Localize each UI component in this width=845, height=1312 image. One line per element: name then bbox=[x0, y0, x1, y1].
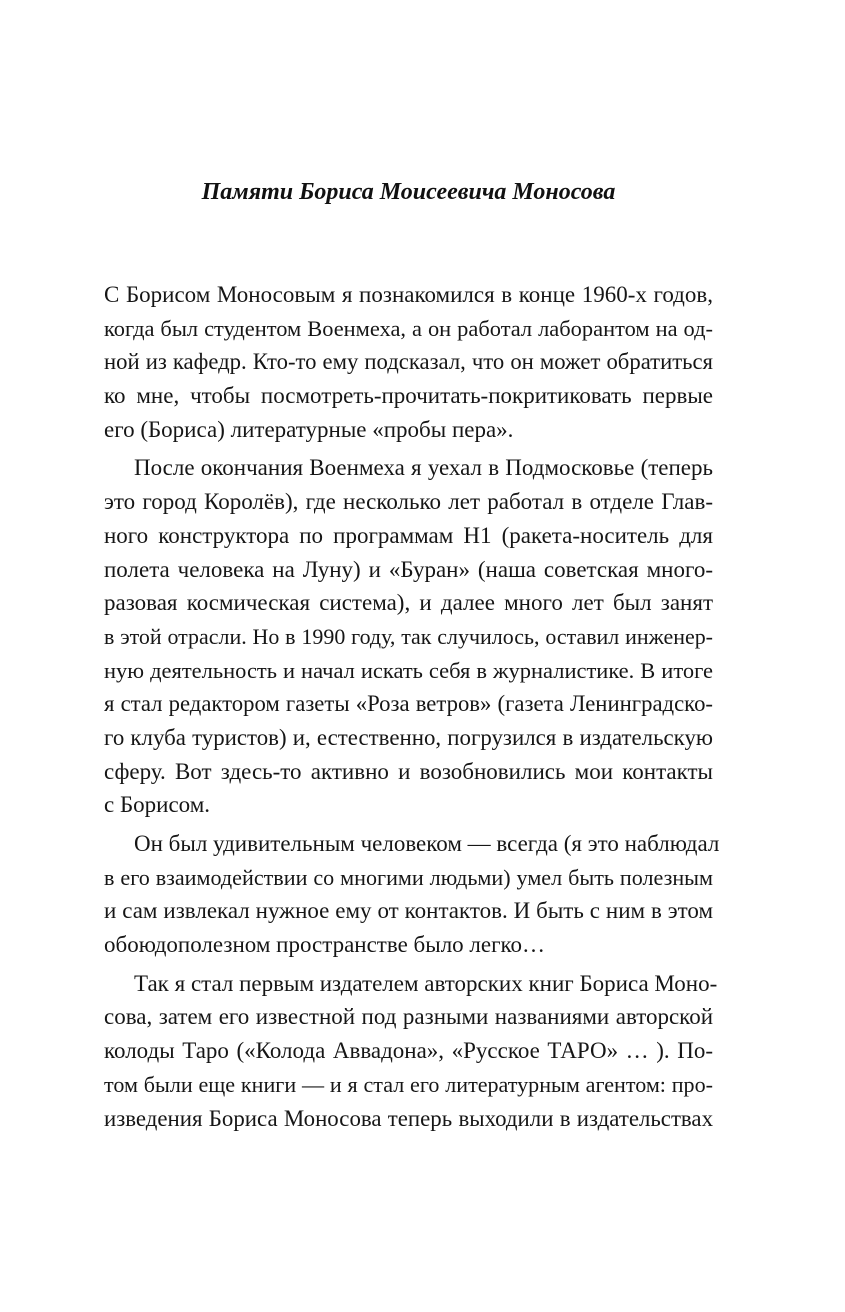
text-line: сферу. Вот здесь-то активно и возобновились мои контакты bbox=[104, 758, 713, 784]
paragraph-3 bbox=[104, 827, 720, 962]
text-line: колоды Таро («Колода Аввадона», «Русское ТАРО» … ). По- bbox=[104, 1038, 713, 1064]
text-line: сова, затем его известной под разными названиями авторской bbox=[104, 1004, 713, 1030]
text-line: го клуба туристов) и, естественно, погрузился в издательскую bbox=[104, 724, 713, 750]
text-line: После окончания Военмеха я уехал в Подмосковье (теперь bbox=[134, 455, 713, 481]
text-line: когда был студентом Военмеха, а он работал лаборантом на од- bbox=[104, 315, 713, 341]
paragraph-1 bbox=[104, 278, 713, 446]
text-line: разовая космическая система), и далее много лет был занят bbox=[104, 590, 713, 616]
text-line: ную деятельность и начал искать себя в журналистике. В итоге bbox=[104, 657, 713, 683]
text-line: Он был удивительным человеком — всегда (я это наблюдал bbox=[134, 831, 720, 856]
body-text bbox=[104, 278, 720, 1135]
text-line: я стал редактором газеты «Роза ветров» (газета Ленинградско- bbox=[104, 691, 713, 717]
text-line: это город Королёв), где несколько лет работал в отделе Глав- bbox=[104, 489, 713, 515]
text-line: изведения Бориса Моносова теперь выходили в издательствах bbox=[104, 1105, 713, 1131]
text-line: С Борисом Моносовым я познакомился в конце 1960-х годов, bbox=[104, 282, 713, 307]
text-line: Так я стал первым издателем авторских книг Бориса Моно- bbox=[134, 970, 718, 996]
text-line: ной из кафедр. Кто-то ему подсказал, что он может обратиться bbox=[104, 349, 713, 375]
text-line: обоюдополезном пространстве было легко… bbox=[104, 932, 546, 958]
text-line: том были еще книги — и я стал его литературным агентом: про- bbox=[104, 1071, 713, 1097]
text-line: ко мне, чтобы посмотреть-прочитать-покритиковать первые bbox=[104, 383, 713, 409]
text-line: в этой отрасли. Но в 1990 году, так случилось, оставил инженер- bbox=[104, 623, 713, 649]
page-title: Памяти Бориса Моисеевича Моносова bbox=[201, 179, 616, 205]
paragraph-2 bbox=[104, 451, 713, 822]
text-line: полета человека на Луну) и «Буран» (наша советская много- bbox=[104, 556, 713, 582]
text-line: с Борисом. bbox=[104, 792, 211, 818]
paragraph-4 bbox=[104, 967, 718, 1135]
text-line: и сам извлекал нужное ему от контактов. И быть с ним в этом bbox=[104, 898, 713, 924]
text-line: ного конструктора по программам Н1 (ракета-носитель для bbox=[104, 522, 713, 548]
text-line: в его взаимодействии со многими людьми) умел быть полезным bbox=[104, 864, 713, 890]
text-line: его (Бориса) литературные «пробы пера». bbox=[104, 416, 514, 442]
